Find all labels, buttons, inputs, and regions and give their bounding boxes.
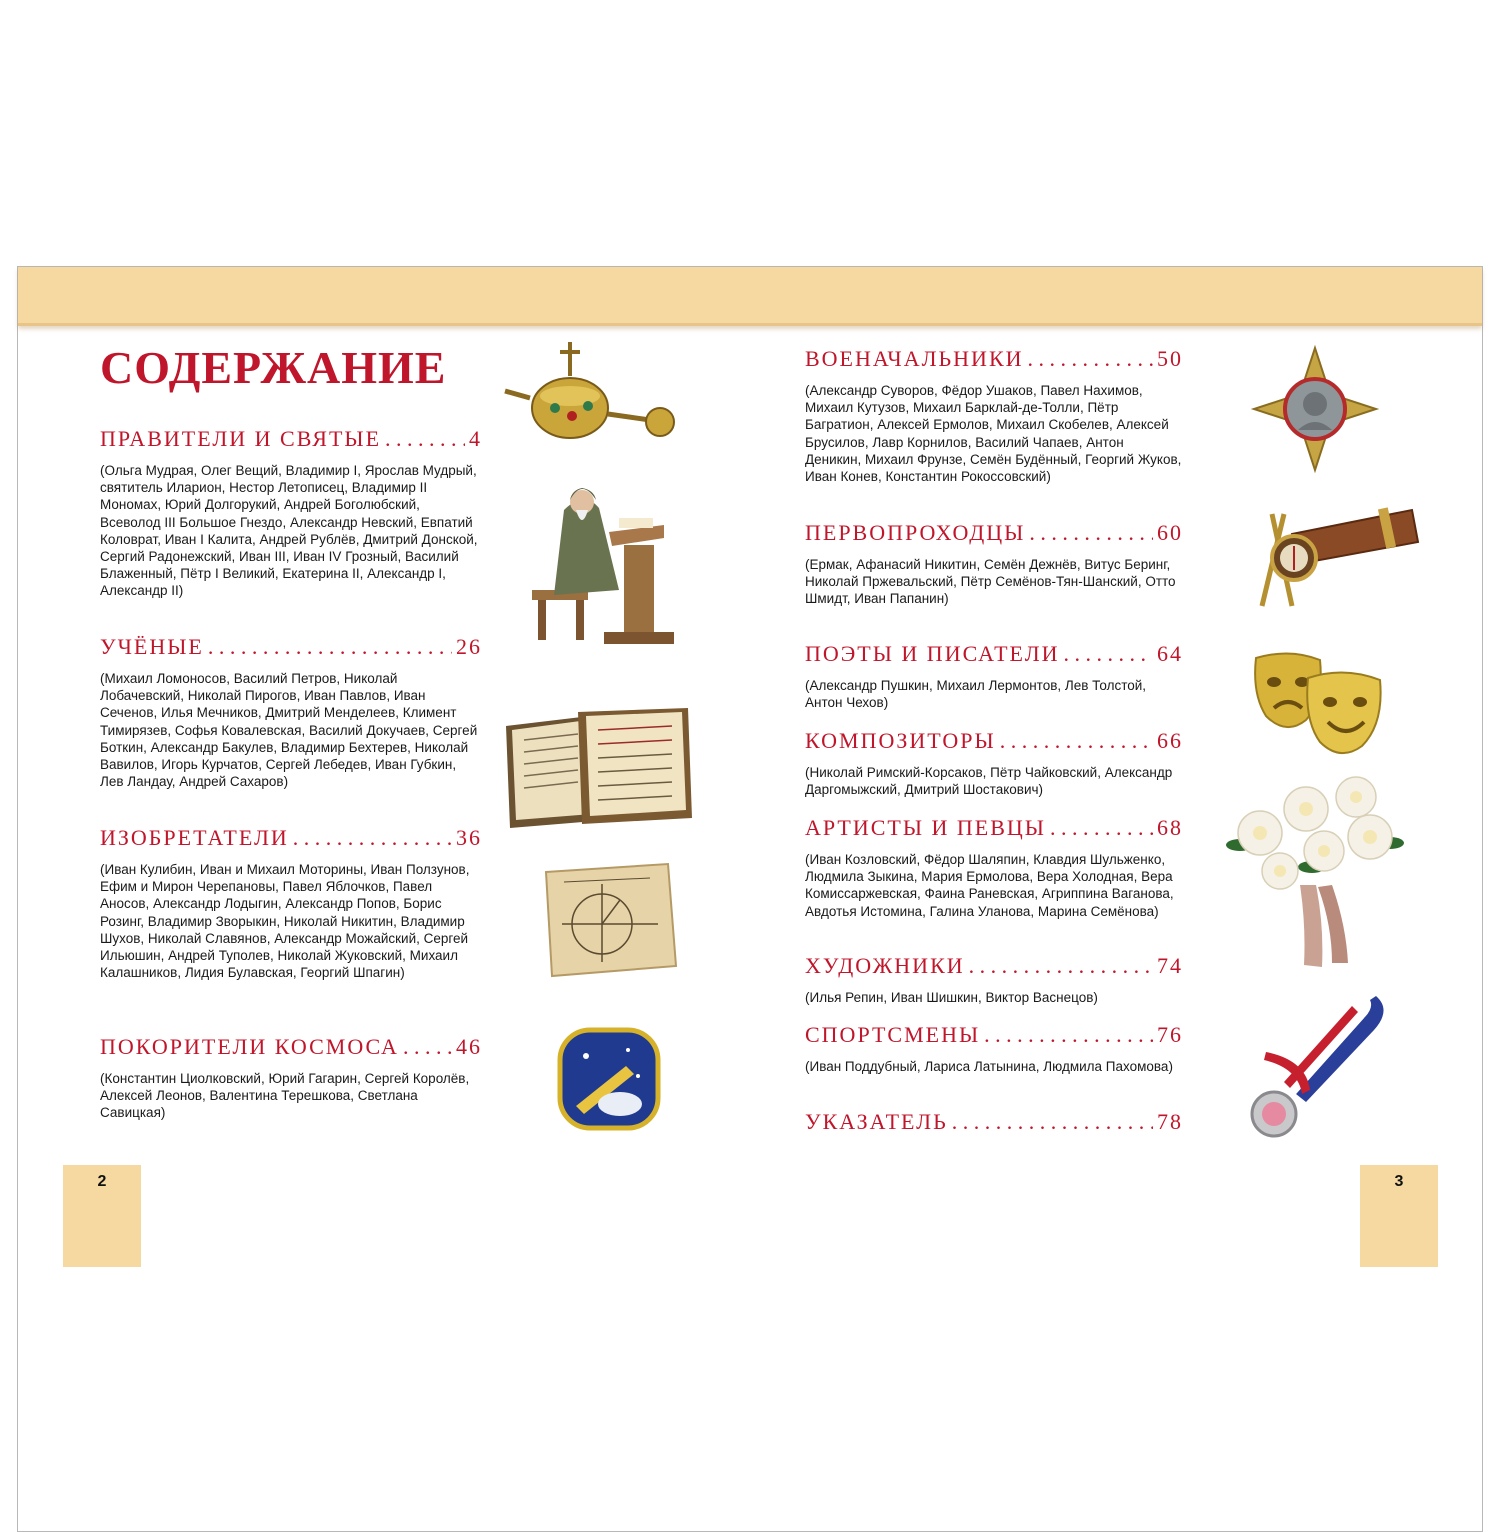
toc-entry-commanders[interactable] [805,346,1183,485]
page-title: СОДЕРЖАНИЕ [100,342,447,393]
toc-heading [100,1034,482,1060]
dot-leader [1000,728,1153,754]
dot-leader [1029,520,1153,546]
book-icon [500,706,695,831]
toc-names: (Ольга Мудрая, Олег Вещий, Владимир I, Ярослав Мудрый, святитель Иларион, Нестор Летописец, Владимир II Мономах, Юрий Долгорукий, Андрей Боголюбский, Всеволод III Большое Гнездо, Александр Невский, Евпатий Коловрат, Иван I Калита, Андрей Рублёв, Дмитрий Донской, Сергий Радонежский, Иван III, Иван IV Грозный, Василий Блаженный, Пётр I Великий, Екатерина II, Александр I, Александр II) [100,463,478,599]
toc-entry-index[interactable] [805,1109,1183,1145]
toc-page-number: 60 [1157,520,1183,545]
toc-heading [805,1109,1183,1135]
toc-heading-label: ПОКОРИТЕЛИ КОСМОСА [100,1034,399,1059]
toc-entry-rulers[interactable] [100,426,482,600]
toc-heading [805,346,1183,372]
toc-heading [805,953,1183,979]
dot-leader [1028,346,1153,372]
page-number-left: 2 [97,1173,107,1190]
toc-heading [805,520,1183,546]
toc-entry-athletes[interactable] [805,1022,1183,1075]
toc-names: (Михаил Ломоносов, Василий Петров, Николай Лобачевский, Николай Пирогов, Иван Павлов, Иван Сеченов, Илья Мечников, Дмитрий Менделеев, Климент Тимирязев, Софья Ковалевская, Василий Докучаев, Сергей Боткин, Александр Бакулев, Владимир Бехтерев, Николай Вавилов, Игорь Курчатов, Сергей Лебедев, Иван Губкин, Лев Ландау, Андрей Сахаров) [100,671,478,790]
toc-heading [805,1022,1183,1048]
toc-heading [805,641,1183,667]
toc-heading-label: ХУДОЖНИКИ [805,953,965,978]
toc-page-number: 78 [1157,1109,1183,1134]
toc-entry-inventors[interactable] [100,825,482,981]
toc-page-number: 74 [1157,953,1183,978]
toc-heading [805,728,1183,754]
toc-heading-label: ПРАВИТЕЛИ И СВЯТЫЕ [100,426,382,451]
toc-page-number: 68 [1157,815,1183,840]
crown-icon [500,336,680,446]
page-number-tab-left [63,1165,141,1267]
theatre-masks-icon [1250,650,1388,762]
toc-names: (Иван Поддубный, Лариса Латынина, Людмила Пахомова) [805,1059,1173,1074]
dot-leader [403,1034,452,1060]
dot-leader [1064,641,1153,667]
dot-leader [385,426,465,452]
toc-names: (Иван Козловский, Фёдор Шаляпин, Клавдия Шульженко, Людмила Зыкина, Мария Ермолова, Вера Холодная, Вера Комиссаржевская, Фаина Раневская, Агриппина Ваганова, Авдотья Истомина, Галина Уланова, Марина Семёнова) [805,852,1174,919]
page-number-right: 3 [1394,1173,1404,1190]
space-emblem-icon [556,1026,662,1132]
toc-entry-scientists[interactable] [100,634,482,790]
dot-leader [952,1109,1153,1135]
toc-heading [805,815,1183,841]
toc-heading [100,634,482,660]
toc-names: (Николай Римский-Корсаков, Пётр Чайковский, Александр Даргомыжский, Дмитрий Шостакович) [805,765,1173,798]
toc-entry-artists-singers[interactable] [805,815,1183,920]
toc-page-number: 50 [1157,346,1183,371]
toc-page-number: 26 [456,634,482,659]
dot-leader [969,953,1153,979]
dot-leader [984,1022,1153,1048]
toc-heading [100,426,482,452]
toc-page-number: 66 [1157,728,1183,753]
toc-entry-writers[interactable] [805,641,1183,711]
page-number-tab-right [1360,1165,1438,1267]
toc-entry-explorers[interactable] [805,520,1183,608]
header-band [18,267,1482,326]
toc-heading-label: ПОЭТЫ И ПИСАТЕЛИ [805,641,1060,666]
toc-names: (Константин Циолковский, Юрий Гагарин, Сергей Королёв, Алексей Леонов, Валентина Терешкова, Светлана Савицкая) [100,1071,470,1121]
dot-leader [293,825,452,851]
toc-names: (Ермак, Афанасий Никитин, Семён Дежнёв, Витус Беринг, Николай Пржевальский, Пётр Семёнов-Тян-Шанский, Отто Шмидт, Иван Папанин) [805,557,1176,607]
map-icon [540,862,680,978]
toc-page-number: 36 [456,825,482,850]
toc-heading-label: СПОРТСМЕНЫ [805,1022,981,1047]
toc-heading-label: УЧЁНЫЕ [100,634,204,659]
toc-heading-label: ПЕРВОПРОХОДЦЫ [805,520,1026,545]
toc-names: (Александр Пушкин, Михаил Лермонтов, Лев Толстой, Антон Чехов) [805,678,1147,711]
monk-icon [524,470,674,650]
dot-leader [208,634,452,660]
toc-heading-label: ИЗОБРЕТАТЕЛИ [100,825,289,850]
spyglass-icon [1232,494,1420,614]
dot-leader [1050,815,1153,841]
toc-names: (Илья Репин, Иван Шишкин, Виктор Васнецов) [805,990,1098,1005]
toc-heading-label: ВОЕНАЧАЛЬНИКИ [805,346,1024,371]
toc-entry-cosmonauts[interactable] [100,1034,482,1122]
toc-page-number: 64 [1157,641,1183,666]
toc-page-number: 46 [456,1034,482,1059]
toc-page-number: 76 [1157,1022,1183,1047]
toc-entry-painters[interactable] [805,953,1183,1006]
medal-icon [1246,990,1396,1140]
toc-heading [100,825,482,851]
toc-heading-label: КОМПОЗИТОРЫ [805,728,996,753]
flowers-pointe-icon [1220,775,1406,970]
toc-names: (Александр Суворов, Фёдор Ушаков, Павел Нахимов, Михаил Кутузов, Михаил Барклай-де-Толли, Пётр Багратион, Алексей Ермолов, Михаил Скобелев, Алексей Брусилов, Лавр Корнилов, Василий Чапаев, Антон Деникин, Михаил Фрунзе, Семён Будённый, Георгий Жуков, Иван Конев, Константин Рокоссовский) [805,383,1182,485]
star-order-icon [1250,344,1380,474]
toc-heading-label: УКАЗАТЕЛЬ [805,1109,948,1134]
toc-page-number: 4 [469,426,482,451]
toc-entry-composers[interactable] [805,728,1183,798]
toc-heading-label: АРТИСТЫ И ПЕВЦЫ [805,815,1046,840]
toc-names: (Иван Кулибин, Иван и Михаил Моторины, Иван Ползунов, Ефим и Мирон Черепановы, Павел Яблочков, Павел Аносов, Александр Лодыгин, Александр Попов, Борис Розинг, Владимир Зворыкин, Николай Никитин, Владимир Шухов, Николай Славянов, Александр Можайский, Сергей Ильюшин, Андрей Туполев, Николай Жуковский, Михаил Калашников, Лидия Булавская, Георгий Шпагин) [100,862,470,981]
